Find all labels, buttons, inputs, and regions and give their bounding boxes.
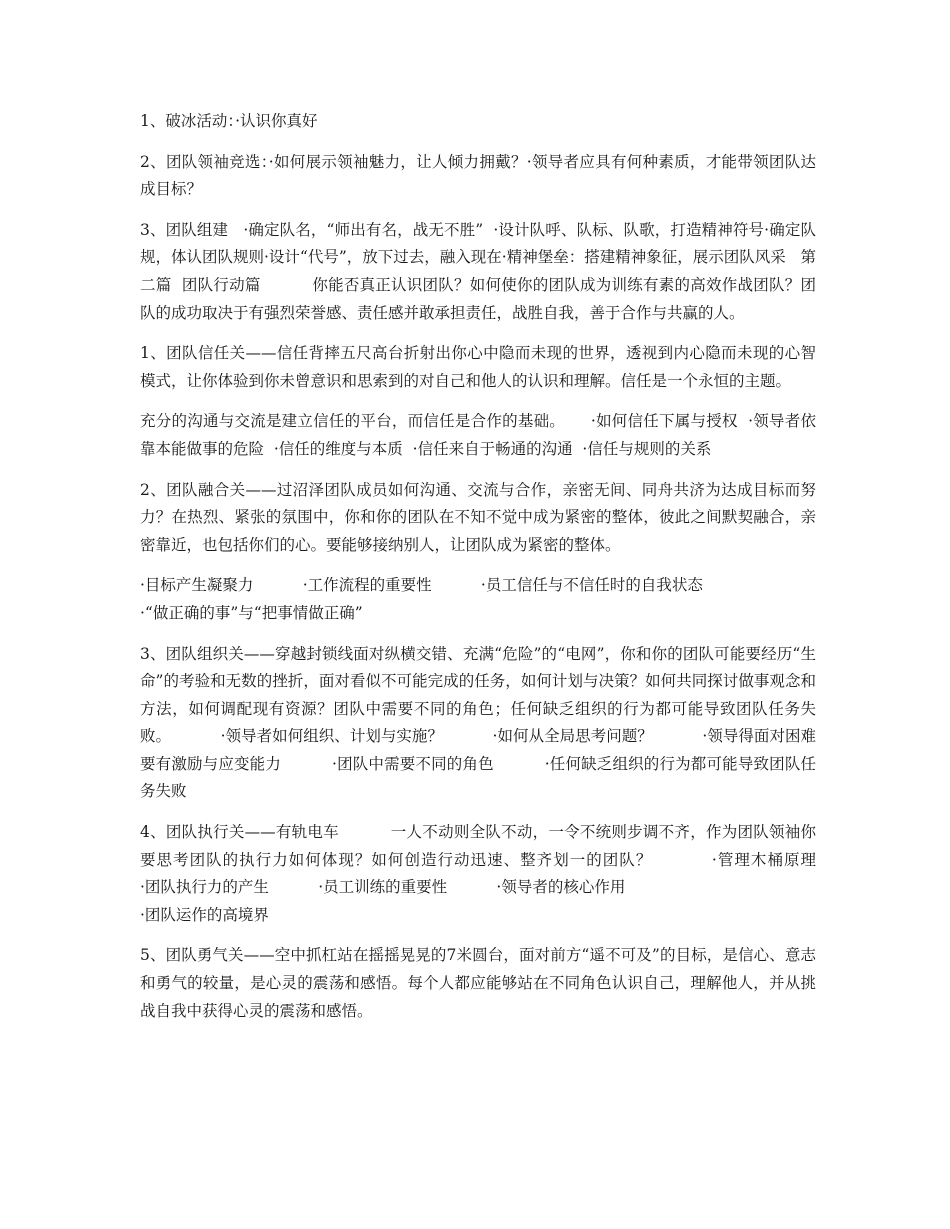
paragraph-trust-points: 充分的沟通与交流是建立信任的平台，而信任是合作的基础。 ·如何信任下属与授权 ·领导者依靠本能做事的危险 ·信任的维度与本质 ·信任来自于畅通的沟通 ·信任与规则的关系 [140,412,816,458]
document-body [140,108,816,1038]
paragraph-trust-challenge: 1、团队信任关——信任背摔五尺高台折射出你心中隐而未现的世界，透视到内心隐而未现的心智模式，让你体验到你未曾意识和思索到的对自己和他人的认识和理解。信任是一个永恒的主题。 [140,344,816,390]
paragraph-fusion-challenge: 2、团队融合关——过沼泽团队成员如何沟通、交流与合作，亲密无间、同舟共济为达成目标而努力？在热烈、紧张的氛围中，你和你的团队在不知不觉中成为紧密的整体，彼此之间默契融合，亲密靠近，也包括你们的心。要能够接纳别人，让团队成为紧密的整体。 [140,480,816,554]
paragraph-organization-challenge: 3、团队组织关——穿越封锁线面对纵横交错、充满“危险”的“电网”，你和你的团队可能要经历“生命”的考验和无数的挫折，面对看似不可能完成的任务，如何计划与决策？如何共同探讨做事观念和方法，如何调配现有资源？团队中需要不同的角色；任何缺乏组织的行为都可能导致团队任务失败。 ·领导者如何组织、计划与实施？ ·如何从全局思考问题？ ·领导得面对困难要有激励与应变能力 ·团队中需要不同的角色 ·任何缺乏组织的行为都可能导致团队任务失败 [140,644,816,801]
paragraph-icebreaker: 1、破冰活动：·认识你真好 [140,112,318,130]
paragraph-execution-challenge: 4、团队执行关——有轨电车 一人不动则全队不动，一令不统则步调不齐，作为团队领袖你要思考团队的执行力如何体现？如何创造行动迅速、整齐划一的团队？ ·管理木桶原理 ·团队执行力的产生 ·员工训练的重要性 ·领导者的核心作用 ·团队运作的高境界 [140,823,816,924]
paragraph-leader-election: 2、团队领袖竞选：·如何展示领袖魅力，让人倾力拥戴？·领导者应具有何种素质，才能带领团队达成目标？ [140,152,816,199]
paragraph-fusion-points: ·目标产生凝聚力 ·工作流程的重要性 ·员工信任与不信任时的自我状态 ·“做正确的事”与“把事情做正确” [140,576,703,622]
paragraph-courage-challenge: 5、团队勇气关——空中抓杠站在摇摇晃晃的7米圆台，面对前方“遥不可及”的目标，是信心、意志和勇气的较量，是心灵的震荡和感悟。每个人都应能够站在不同角色认识自己，理解他人，并从挑战自我中获得心灵的震荡和感悟。 [140,946,816,1020]
paragraph-team-building: 3、团队组建 ·确定队名，“师出有名，战无不胜” ·设计队呼、队标、队歌，打造精神符号·确定队规，体认团队规则·设计“代号”，放下过去，融入现在·精神堡垒：搭建精神象征，展示团队风采 第二篇 团队行动篇 你能否真正认识团队？如何使你的团队成为训练有素的高效作战团队？团队的成功取决于有强烈荣誉感、责任感并敢承担责任，战胜自我，善于合作与共赢的人。 [140,220,816,322]
